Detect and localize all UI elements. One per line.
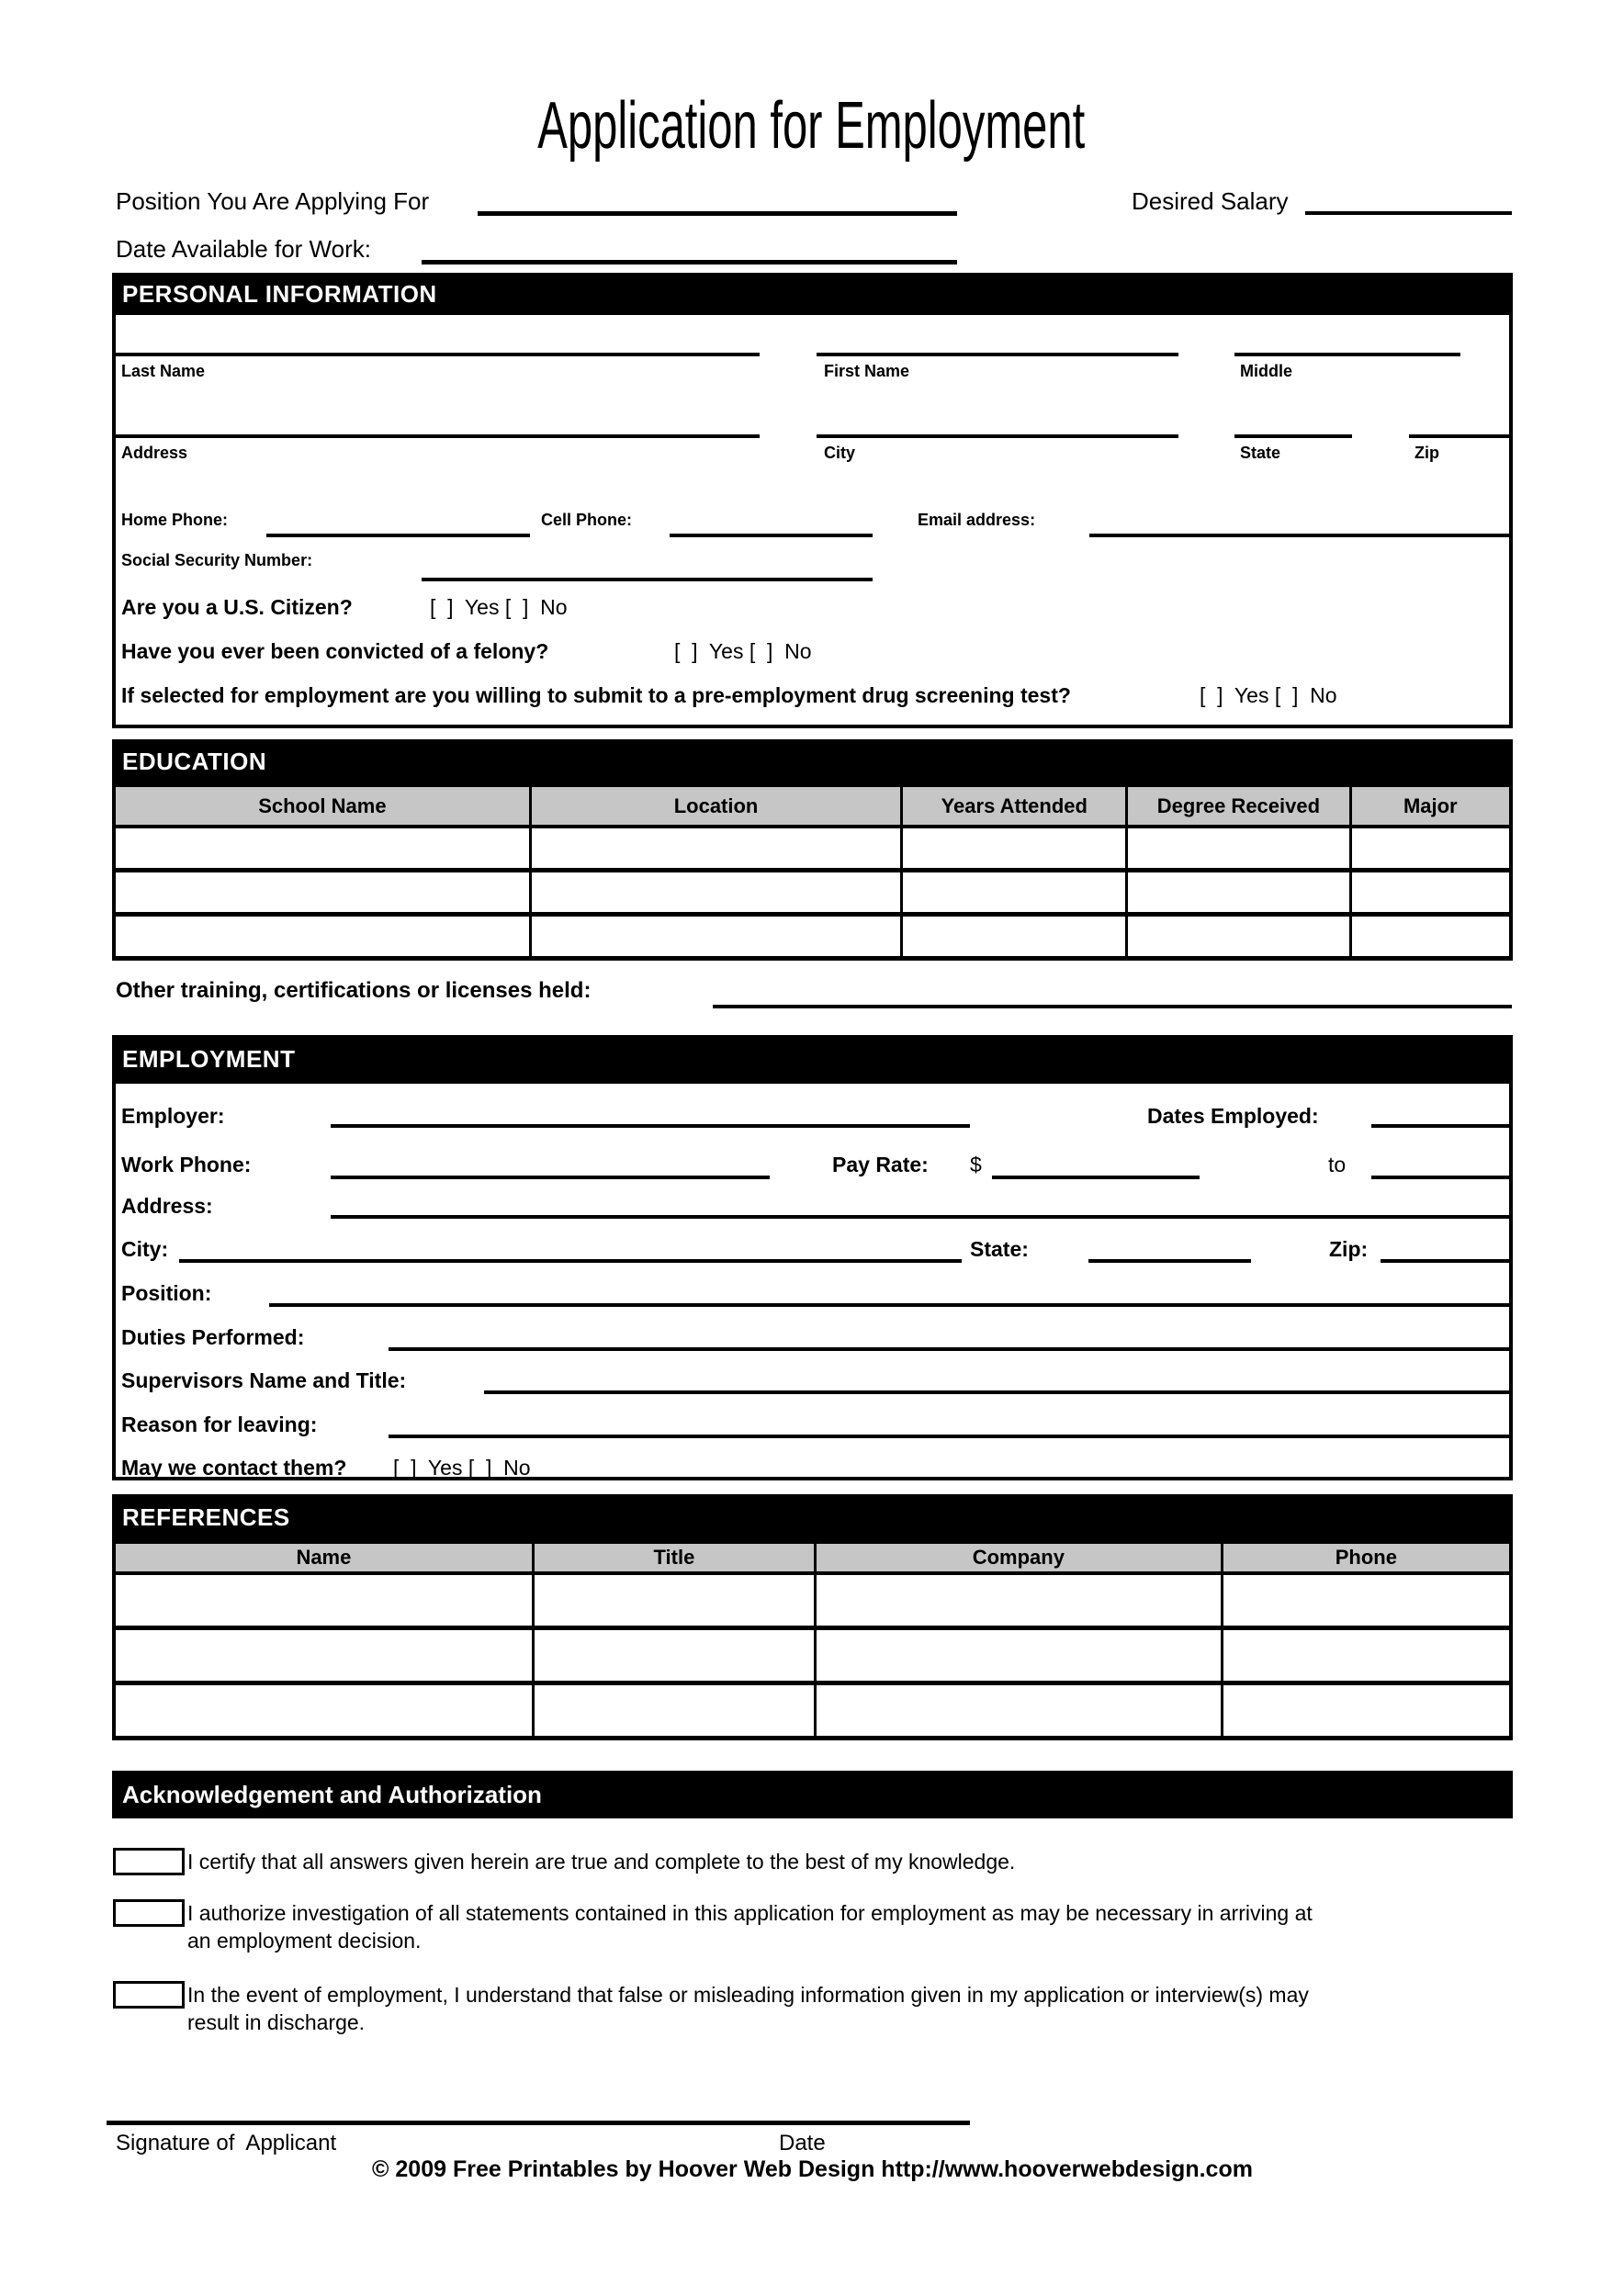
zip-input-line[interactable] — [1409, 434, 1509, 438]
education-cell[interactable] — [1350, 827, 1511, 871]
authorize-statement-line1: I authorize investigation of all statements contained in this application for employment as may be necessary in arriving at — [187, 1901, 1313, 1925]
reason-for-leaving-input-line[interactable] — [389, 1435, 1509, 1438]
education-cell[interactable] — [530, 827, 902, 871]
employer-state-input-line[interactable] — [1088, 1259, 1251, 1263]
desired-salary-label: Desired Salary — [1132, 187, 1289, 215]
references-cell[interactable] — [1222, 1628, 1511, 1683]
employer-input-line[interactable] — [331, 1124, 970, 1128]
state-label: State — [1240, 444, 1281, 462]
reason-for-leaving-label: Reason for leaving: — [121, 1412, 318, 1436]
work-phone-label: Work Phone: — [121, 1153, 252, 1176]
first-name-input-line[interactable] — [817, 353, 1178, 356]
middle-name-label: Middle — [1240, 362, 1292, 380]
dates-employed-to-input-line[interactable] — [1371, 1176, 1509, 1179]
dates-employed-from-input-line[interactable] — [1371, 1124, 1509, 1128]
education-cell[interactable] — [530, 871, 902, 915]
authorize-checkbox[interactable] — [113, 1899, 185, 1927]
desired-salary-input-line[interactable] — [1305, 211, 1512, 215]
pay-rate-to-label: to — [1328, 1153, 1347, 1176]
education-cell[interactable] — [902, 827, 1127, 871]
duties-performed-input-line[interactable] — [389, 1347, 1509, 1351]
employer-label: Employer: — [121, 1104, 225, 1128]
personal-information-box — [112, 315, 1513, 728]
employer-city-label: City: — [121, 1237, 169, 1261]
other-training-input-line[interactable] — [713, 1005, 1512, 1008]
home-phone-label: Home Phone: — [121, 511, 229, 529]
address-input-line[interactable] — [112, 434, 760, 438]
home-phone-input-line[interactable] — [266, 534, 530, 537]
references-cell[interactable] — [816, 1573, 1223, 1628]
drug-test-question-label: If selected for employment are you willing to submit to a pre-employment drug screening test? — [121, 683, 1071, 707]
references-table — [112, 1540, 1513, 1740]
dates-employed-label: Dates Employed: — [1147, 1104, 1319, 1128]
position-applying-label: Position You Are Applying For — [116, 187, 430, 215]
employer-zip-input-line[interactable] — [1381, 1259, 1509, 1263]
references-col-phone: Phone — [1222, 1542, 1511, 1573]
education-row — [114, 915, 1511, 959]
drug-test-yes-no-checkboxes[interactable]: [ ] Yes [ ] No — [1200, 683, 1337, 707]
references-row — [114, 1683, 1511, 1739]
city-label: City — [824, 444, 856, 462]
middle-name-input-line[interactable] — [1234, 353, 1460, 356]
felony-yes-no-checkboxes[interactable]: [ ] Yes [ ] No — [674, 639, 812, 663]
position-held-label: Position: — [121, 1281, 212, 1305]
state-input-line[interactable] — [1234, 434, 1352, 438]
employer-zip-label: Zip: — [1329, 1237, 1369, 1261]
references-col-name: Name — [114, 1542, 533, 1573]
education-col-years-attended: Years Attended — [902, 785, 1127, 827]
education-banner: EDUCATION — [112, 739, 1513, 783]
references-cell[interactable] — [114, 1683, 533, 1739]
employer-city-input-line[interactable] — [179, 1259, 962, 1263]
copyright-notice: © 2009 Free Printables by Hoover Web Design http://www.hooverwebdesign.com — [372, 2156, 1253, 2182]
references-cell[interactable] — [1222, 1683, 1511, 1739]
email-label: Email address: — [918, 511, 1036, 529]
date-label: Date — [779, 2131, 826, 2155]
references-col-company: Company — [816, 1542, 1223, 1573]
duties-performed-label: Duties Performed: — [121, 1325, 305, 1349]
references-cell[interactable] — [114, 1573, 533, 1628]
employer-address-input-line[interactable] — [331, 1215, 1509, 1219]
employment-box — [112, 1084, 1513, 1480]
references-cell[interactable] — [533, 1683, 815, 1739]
references-header-row — [114, 1542, 1511, 1573]
first-name-label: First Name — [824, 362, 910, 380]
references-cell[interactable] — [816, 1683, 1223, 1739]
signature-input-line[interactable] — [107, 2121, 970, 2125]
references-cell[interactable] — [816, 1628, 1223, 1683]
references-banner: REFERENCES — [112, 1494, 1513, 1540]
employer-address-label: Address: — [121, 1194, 213, 1218]
email-input-line[interactable] — [1089, 534, 1509, 537]
supervisors-name-label: Supervisors Name and Title: — [121, 1368, 407, 1392]
references-cell[interactable] — [533, 1573, 815, 1628]
date-available-input-line[interactable] — [422, 260, 957, 264]
references-col-title: Title — [533, 1542, 815, 1573]
other-training-label: Other training, certifications or licenses held: — [116, 978, 592, 1003]
discharge-statement-line2: result in discharge. — [187, 2010, 366, 2034]
discharge-statement — [187, 1981, 1437, 2036]
education-col-major: Major — [1350, 785, 1511, 827]
position-input-line[interactable] — [478, 211, 957, 216]
personal-information-banner: PERSONAL INFORMATION — [112, 273, 1513, 315]
signature-of-applicant-label: Signature of Applicant — [116, 2131, 337, 2155]
date-available-label: Date Available for Work: — [116, 235, 371, 263]
discharge-statement-line1: In the event of employment, I understand that false or misleading information given in my application or interview(s) may — [187, 1983, 1309, 2007]
citizen-question-label: Are you a U.S. Citizen? — [121, 595, 353, 619]
references-cell[interactable] — [1222, 1573, 1511, 1628]
ssn-input-line[interactable] — [422, 578, 873, 581]
certify-checkbox[interactable] — [113, 1848, 185, 1875]
education-cell[interactable] — [114, 827, 530, 871]
page-title: Application for Employment — [537, 89, 1086, 163]
employer-state-label: State: — [970, 1237, 1029, 1261]
work-phone-input-line[interactable] — [331, 1176, 770, 1179]
education-table — [112, 783, 1513, 961]
education-cell[interactable] — [1127, 915, 1350, 959]
certify-statement — [187, 1848, 1437, 1875]
education-header-row — [114, 785, 1511, 827]
city-input-line[interactable] — [817, 434, 1178, 438]
education-col-degree-received: Degree Received — [1127, 785, 1350, 827]
references-row — [114, 1628, 1511, 1683]
references-cell[interactable] — [114, 1628, 533, 1683]
authorize-statement — [187, 1899, 1437, 1954]
last-name-label: Last Name — [121, 362, 206, 380]
cell-phone-input-line[interactable] — [670, 534, 873, 537]
education-cell[interactable] — [114, 915, 530, 959]
education-cell[interactable] — [1350, 915, 1511, 959]
education-cell[interactable] — [114, 871, 530, 915]
pay-rate-input-line[interactable] — [992, 1176, 1200, 1179]
employment-banner: EMPLOYMENT — [112, 1035, 1513, 1084]
zip-label: Zip — [1414, 444, 1439, 462]
education-row — [114, 827, 1511, 871]
authorize-statement-line2: an employment decision. — [187, 1929, 422, 1953]
ssn-label: Social Security Number: — [121, 551, 313, 569]
discharge-checkbox[interactable] — [113, 1981, 185, 2009]
pay-rate-label: Pay Rate: — [832, 1153, 929, 1176]
last-name-input-line[interactable] — [112, 353, 760, 356]
education-cell[interactable] — [902, 871, 1127, 915]
may-we-contact-yes-no-checkboxes[interactable]: [ ] Yes [ ] No — [393, 1456, 531, 1480]
education-cell[interactable] — [530, 915, 902, 959]
supervisors-name-input-line[interactable] — [484, 1390, 1509, 1394]
position-held-input-line[interactable] — [269, 1303, 1509, 1307]
felony-question-label: Have you ever been convicted of a felony? — [121, 639, 549, 663]
references-row — [114, 1573, 1511, 1628]
certify-statement-line1: I certify that all answers given herein are true and complete to the best of my knowledge. — [187, 1850, 1016, 1874]
education-col-school-name: School Name — [114, 785, 530, 827]
address-label: Address — [121, 444, 188, 462]
education-cell[interactable] — [1127, 827, 1350, 871]
may-we-contact-label: May we contact them? — [121, 1456, 347, 1480]
education-cell[interactable] — [1127, 871, 1350, 915]
acknowledgement-banner: Acknowledgement and Authorization — [112, 1771, 1513, 1818]
references-cell[interactable] — [533, 1628, 815, 1683]
education-col-location: Location — [530, 785, 902, 827]
dollar-sign-label: $ — [970, 1153, 982, 1176]
education-cell[interactable] — [902, 915, 1127, 959]
citizen-yes-no-checkboxes[interactable]: [ ] Yes [ ] No — [430, 595, 568, 619]
cell-phone-label: Cell Phone: — [541, 511, 633, 529]
education-row — [114, 871, 1511, 915]
education-cell[interactable] — [1350, 871, 1511, 915]
